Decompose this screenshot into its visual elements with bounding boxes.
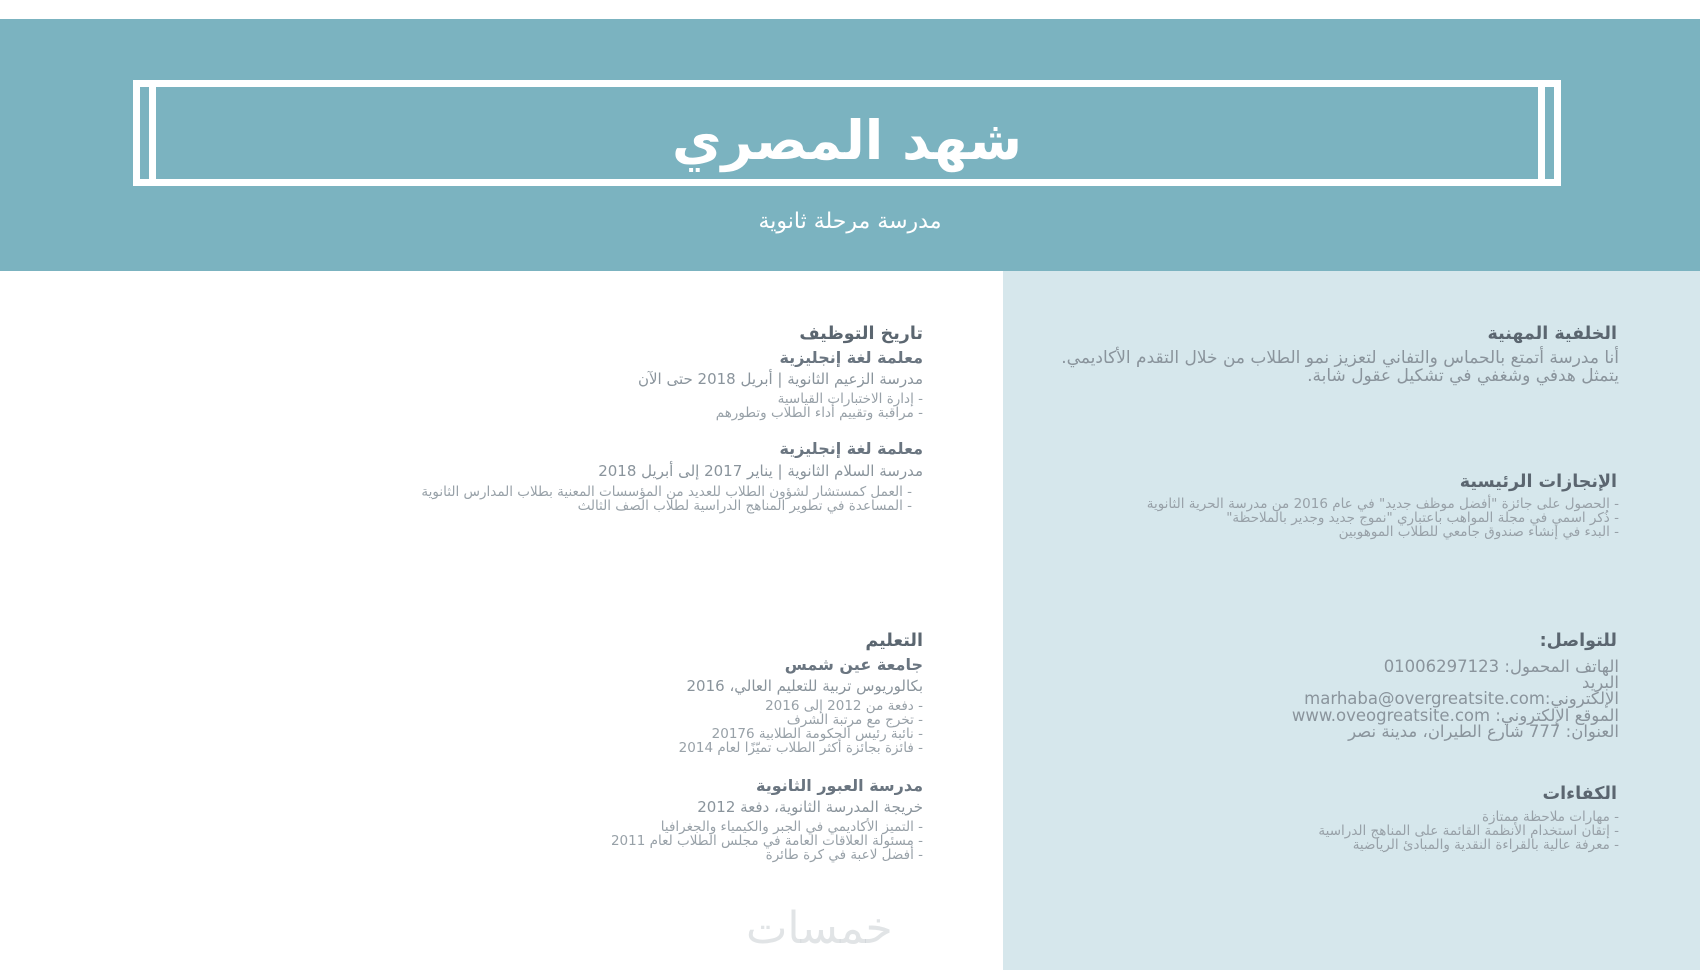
job-meta: مدرسة الزعيم الثانوية | أبريل 2018 حتى الآن bbox=[637, 370, 923, 388]
school-meta: خريجة المدرسة الثانوية، دفعة 2012 bbox=[697, 798, 923, 816]
contact-phone: الهاتف المحمول: 0100629712‪3 bbox=[1383, 657, 1619, 676]
skills-list bbox=[1318, 810, 1619, 852]
list-item: - معرفة عالية بالقراءة النقدية والمبادئ الرياضية bbox=[1318, 838, 1619, 852]
job-title: معلمة لغة إنجليزية bbox=[779, 348, 923, 367]
job-title: معلمة لغة إنجليزية bbox=[779, 439, 923, 458]
list-item: - إتقان استخدام الأنظمة القائمة على المناهج الدراسية bbox=[1318, 824, 1619, 838]
list-item: - المساعدة في تطوير المناهج الدراسية لطلاب الصف الثالث bbox=[421, 499, 912, 513]
list-item: - الحصول على جائزة "أفضل موظف جديد" في عام 2016 من مدرسة الحرية الثانوية bbox=[1059, 497, 1619, 511]
achievements-list bbox=[1059, 497, 1619, 539]
background-title: الخلفية المهنية bbox=[1487, 324, 1617, 344]
resume-name: شهد المصري bbox=[671, 109, 1023, 172]
list-item: - التميز الأكاديمي في الجبر والكيمياء والجغرافيا bbox=[611, 820, 923, 834]
school-meta: بكالوريوس تربية للتعليم العالي، 2016 bbox=[686, 677, 923, 695]
list-item: - فائزة بجائزة أكثر الطلاب تميّزًا لعام 2014 bbox=[679, 741, 923, 755]
list-item: - البدء في إنشاء صندوق جامعي للطلاب الموهوبين bbox=[1059, 525, 1619, 539]
list-item: - تخرج مع مرتبة الشرف bbox=[679, 713, 923, 727]
contact-address: العنوان: 777 شارع الطيران، مدينة نصر bbox=[1348, 722, 1619, 741]
achievements-title: الإنجازات الرئيسية bbox=[1459, 472, 1617, 492]
list-item: - دفعة من 2012 إلى 2016 bbox=[679, 699, 923, 713]
contact-email: الإلكتروني:marhaba@overgreatsite.com bbox=[1304, 689, 1619, 708]
contact-email-label: البريد bbox=[1582, 673, 1619, 692]
job-duties-list bbox=[716, 392, 923, 420]
employment-title: تاريخ التوظيف bbox=[799, 324, 923, 344]
contact-website: الموقع الإلكتروني: www.oveogreatsite.com bbox=[1291, 706, 1619, 725]
school-title: جامعة عين شمس bbox=[784, 655, 923, 674]
skills-title: الكفاءات bbox=[1542, 784, 1617, 804]
school-details-list bbox=[611, 820, 923, 862]
list-item: - أفضل لاعبة في كرة طائرة bbox=[611, 848, 923, 862]
job-subtitle: مدرسة مرحلة ثانوية bbox=[758, 209, 942, 234]
list-item: - ذُكر اسمي في مجلة المواهب باعتباري "نموج جديد وجدير بالملاحظة" bbox=[1059, 511, 1619, 525]
education-title: التعليم bbox=[865, 631, 923, 651]
job-duties-list bbox=[421, 485, 912, 513]
header-banner bbox=[0, 19, 1700, 271]
list-item: - العمل كمستشار لشؤون الطلاب للعديد من المؤسسات المعنية بطلاب المدارس الثانوية bbox=[421, 485, 912, 499]
list-item: - مراقبة وتقييم أداء الطلاب وتطورهم bbox=[716, 406, 923, 420]
list-item: - نائبة رئيس الحكومة الطلابية 20176 bbox=[679, 727, 923, 741]
list-item: - إدارة الاختبارات القياسية bbox=[716, 392, 923, 406]
list-item: - مهارات ملاحظة ممتازة bbox=[1318, 810, 1619, 824]
list-item: - مسئولة العلاقات العامة في مجلس الطلاب لعام 2011 bbox=[611, 834, 923, 848]
school-title: مدرسة العبور الثانوية bbox=[755, 776, 923, 795]
background-text: أنا مدرسة أتمتع بالحماس والتفاني لتعزيز نمو الطلاب من خلال التقدم الأكاديمي. يتمثل هدفي وشغفي في تشكيل عقول شابة. bbox=[1061, 348, 1619, 386]
job-meta: مدرسة السلام الثانوية | يناير 2017 إلى أبريل 2018 bbox=[598, 462, 923, 480]
name-frame bbox=[133, 80, 1561, 186]
school-details-list bbox=[679, 699, 923, 755]
watermark-logo: خمسات bbox=[746, 903, 893, 954]
contact-title: للتواصل: bbox=[1539, 631, 1617, 651]
